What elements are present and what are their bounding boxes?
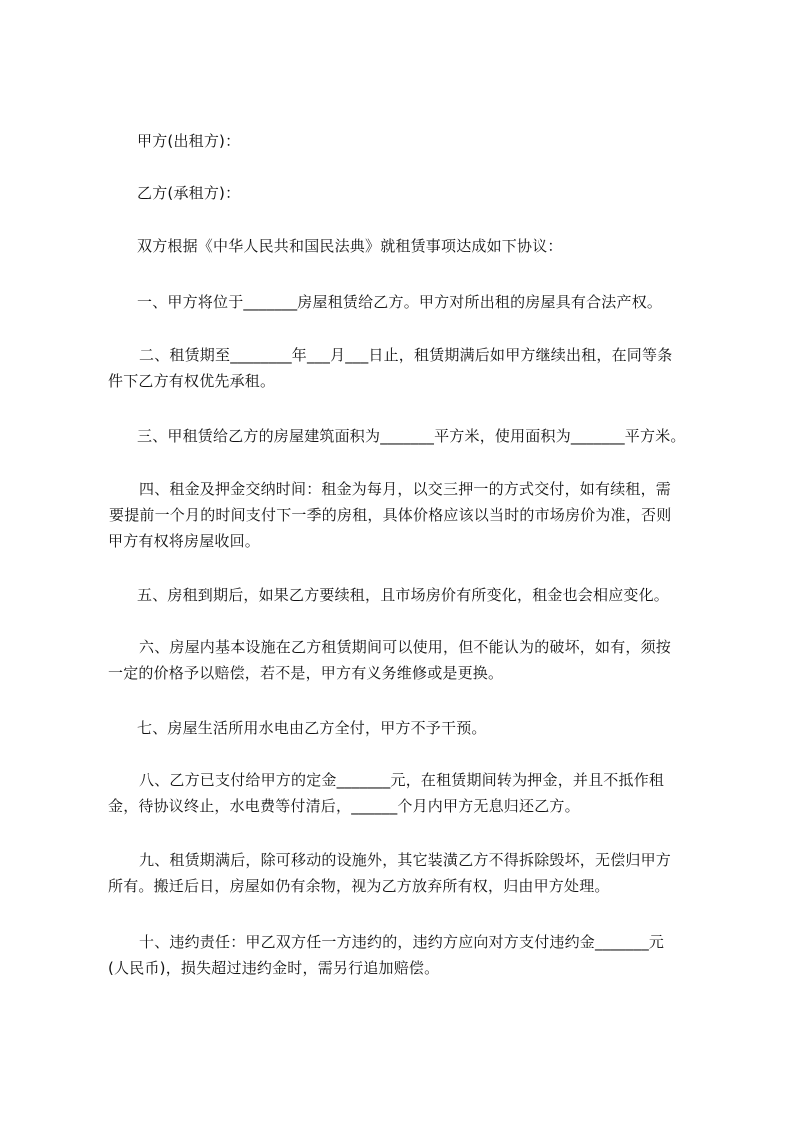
clause-5 [137,582,669,608]
clause-5-text: 五、房租到期后，如果乙方要续租，且市场房价有所变化，租金也会相应变化。 [137,586,670,604]
party-a-label: 甲方(出租方)： [137,132,241,150]
clause-9-line-2: 所有。搬迁后日，房屋如仍有余物，视为乙方放弃所有权，归由甲方处理。 [108,877,610,895]
clause-7 [137,715,487,741]
clause-4 [108,476,671,554]
preamble [137,233,563,259]
preamble-text: 双方根据《中华人民共和国民法典》就租赁事项达成如下协议： [137,237,563,255]
clause-9-line-1: 九、租赁期满后，除可移动的设施外，其它装潢乙方不得拆除毁坏，无偿归甲方 [139,851,672,869]
clause-8 [108,767,664,819]
clause-3-text: 三、甲租赁给乙方的房屋建筑面积为_______平方米，使用面积为_______平方米。 [137,427,686,445]
clause-2 [108,342,672,394]
clause-6-line-2: 一定的价格予以赔偿，若不是，甲方有义务维修或是更换。 [108,664,504,682]
clause-10 [108,929,664,981]
clause-4-line-3: 甲方有权将房屋收回。 [108,532,261,550]
clause-1-text: 一、甲方将位于_______房屋租赁给乙方。甲方对所出租的房屋具有合法产权。 [137,293,663,311]
party-b-line [137,180,240,206]
clause-4-line-2: 要提前一个月的时间支付下一季的房租，具体价格应该以当时的市场房价为准，否则 [109,506,672,524]
clause-10-line-1: 十、违约责任：甲乙双方任一方违约的，违约方应向对方支付违约金_______元 [139,933,665,951]
clause-2-line-1: 二、租赁期至________年___月___日止，租赁期满后如甲方继续出租，在同等条 [139,346,673,364]
clause-7-text: 七、房屋生活所用水电由乙方全付，甲方不予干预。 [137,719,487,737]
clause-8-line-2: 金，待协议终止，水电费等付清后，______个月内甲方无息归还乙方。 [108,797,580,815]
clause-10-line-2: (人民币)，损失超过违约金时，需另行追加赔偿。 [108,959,440,977]
clause-9 [108,847,671,899]
party-a-line [137,128,240,154]
clause-8-line-1: 八、乙方已支付给甲方的定金_______元，在租赁期间转为押金，并且不抵作租 [139,771,665,789]
party-b-label: 乙方(承租方)： [137,184,241,202]
clause-2-line-2: 件下乙方有权优先承租。 [108,372,276,390]
clause-1 [137,289,662,315]
clause-6-line-1: 六、房屋内基本设施在乙方租赁期间可以使用，但不能认为的破坏，如有，须按 [139,638,672,656]
clause-6 [108,634,671,686]
clause-3 [137,423,686,449]
clause-4-line-1: 四、租金及押金交纳时间：租金为每月，以交三押一的方式交付，如有续租，需 [139,480,672,498]
